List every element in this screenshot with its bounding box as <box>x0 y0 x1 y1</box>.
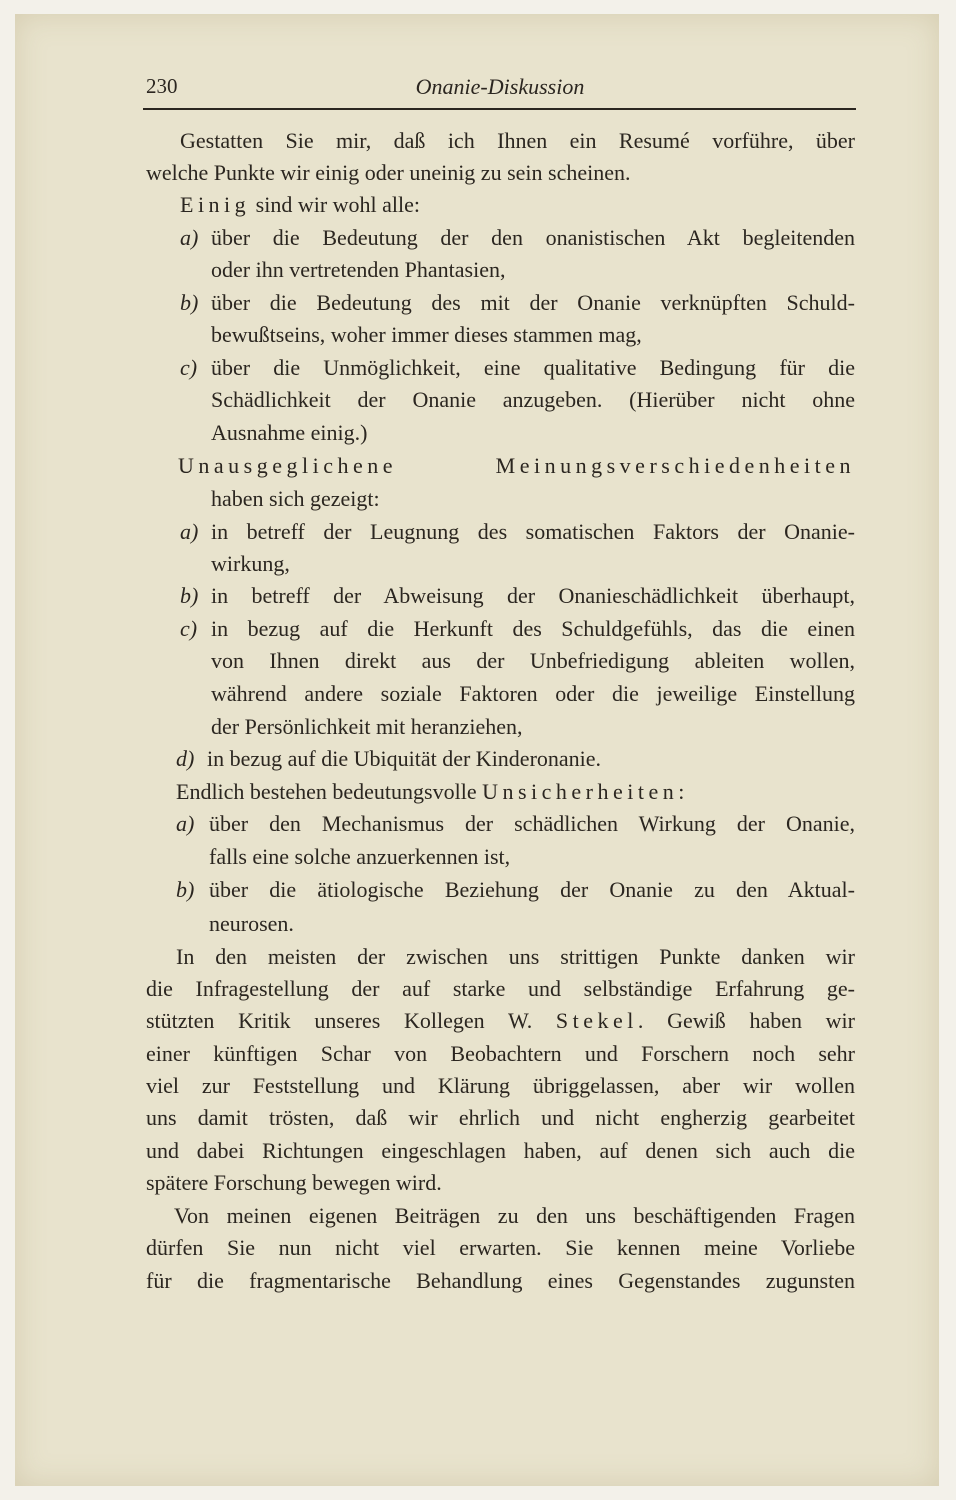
list-label: a) <box>176 811 195 836</box>
text-line <box>180 126 855 156</box>
text-segment: über die Bedeutung des mit der Onanie verknüpften Schuld- <box>211 290 855 315</box>
text-line <box>211 385 855 415</box>
text-segment: über die Unmöglichkeit, eine qualitative Bedingung für die <box>211 355 855 380</box>
text-segment: über den Mechanismus der schädlichen Wirkung der Onanie, <box>209 811 855 836</box>
text-line <box>146 1233 855 1263</box>
text-line <box>211 418 367 448</box>
text-line <box>211 288 855 318</box>
text-segment: In den meisten der zwischen uns strittigen Punkte danken wir <box>176 944 855 969</box>
text-segment: in bezug auf die Herkunft des Schuldgefühls, das die einen <box>211 616 855 641</box>
text-segment: von Ihnen direkt aus der Unbefriedigung ableiten wollen, <box>211 648 855 673</box>
text-line <box>211 549 290 579</box>
text-segment: für die fragmentarische Behandlung eines Gegenstandes zugunsten <box>146 1268 855 1293</box>
text-line <box>146 1039 855 1069</box>
text-segment: Von meinen eigenen Beiträgen zu den uns beschäftigenden Fragen <box>174 1203 855 1228</box>
text-segment: die Infragestellung der auf starke und selbständige Erfahrung ge- <box>146 976 855 1001</box>
text-segment: dürfen Sie nun nicht viel erwarten. Sie kennen meine Vorliebe <box>146 1235 855 1260</box>
text-line <box>211 581 855 611</box>
page-number: 230 <box>146 74 178 98</box>
list-label: c) <box>180 616 198 641</box>
running-title: Onanie-Diskussion <box>415 74 585 99</box>
text-line <box>211 353 855 383</box>
text-line <box>176 777 684 807</box>
text-segment: spätere Forschung bewegen wird. <box>146 1170 442 1195</box>
text-line <box>209 809 855 839</box>
text-segment: über die ätiologische Beziehung der Onanie zu den Aktual- <box>209 877 855 902</box>
text-segment: haben sich gezeigt: <box>211 486 380 511</box>
text-segment: der Persönlichkeit mit heranziehen, <box>211 714 523 739</box>
text-segment: neurosen. <box>209 911 294 936</box>
emphasized-text: Unausgeglichene Meinungsverschiedenheiten <box>178 453 855 478</box>
list-label: d) <box>176 746 195 771</box>
emphasized-text: Einig <box>180 192 251 217</box>
text-line <box>207 744 601 774</box>
text-segment: Endlich bestehen bedeutungsvolle <box>176 779 483 804</box>
text-segment: und dabei Richtungen eingeschlagen haben, auf denen sich auch die <box>146 1138 855 1163</box>
text-segment: . Gewiß haben wir <box>637 1008 855 1033</box>
list-label: c) <box>180 355 198 380</box>
text-segment: über die Bedeutung der den onanistischen Akt begleitenden <box>211 225 855 250</box>
text-line <box>146 1136 855 1166</box>
text-segment: wirkung, <box>211 551 290 576</box>
text-line <box>146 1266 855 1296</box>
text-segment: oder ihn vertretenden Phantasien, <box>211 257 506 282</box>
emphasized-text: Unsicherheiten <box>482 779 679 804</box>
text-line <box>146 1006 855 1036</box>
text-segment: welche Punkte wir einig oder uneinig zu sein scheinen. <box>146 160 631 185</box>
text-line <box>211 223 855 253</box>
text-segment: Schädlichkeit der Onanie anzugeben. (Hierüber nicht ohne <box>211 387 855 412</box>
text-line <box>174 1201 855 1231</box>
text-line <box>178 451 855 481</box>
text-segment: stützten Kritik unseres Kollegen W. <box>146 1008 556 1033</box>
text-line <box>211 255 505 285</box>
text-segment: : <box>678 779 685 804</box>
text-segment: in betreff der Leugnung des somatischen Faktors der Onanie- <box>211 519 855 544</box>
text-line <box>146 1168 442 1198</box>
text-line <box>211 712 523 742</box>
text-line <box>211 320 642 350</box>
text-line <box>211 614 855 644</box>
text-segment: viel zur Feststellung und Klärung übriggelassen, aber wir wollen <box>146 1073 855 1098</box>
text-line <box>211 517 855 547</box>
text-line <box>146 1071 855 1101</box>
list-label: a) <box>180 519 199 544</box>
text-segment: sind wir wohl alle: <box>250 192 421 217</box>
text-line <box>146 974 855 1004</box>
text-line <box>211 679 855 709</box>
text-line <box>209 875 855 905</box>
list-label: b) <box>180 583 199 608</box>
emphasized-text: Stekel <box>555 1008 638 1033</box>
text-line <box>146 158 630 188</box>
text-line <box>180 190 420 220</box>
text-segment: uns damit trösten, daß wir ehrlich und nicht engherzig gearbeitet <box>146 1105 855 1130</box>
text-line <box>211 484 380 514</box>
text-line <box>209 909 294 939</box>
text-segment: in bezug auf die Ubiquität der Kinderonanie. <box>207 746 602 771</box>
text-segment: bewußtseins, woher immer dieses stammen mag, <box>211 322 642 347</box>
text-segment: Ausnahme einig.) <box>211 420 368 445</box>
text-line <box>211 646 855 676</box>
list-label: a) <box>180 225 199 250</box>
text-segment: falls eine solche anzuerkennen ist, <box>209 844 511 869</box>
header-rule <box>143 108 856 110</box>
text-segment: während andere soziale Faktoren oder die jeweilige Einstellung <box>211 681 855 706</box>
text-line <box>146 1103 855 1133</box>
text-segment: einer künftigen Schar von Beobachtern und Forschern noch sehr <box>146 1041 855 1066</box>
list-label: b) <box>176 877 195 902</box>
list-label: b) <box>180 290 199 315</box>
text-line <box>209 842 510 872</box>
text-line <box>176 942 855 972</box>
text-segment: in betreff der Abweisung der Onanieschädlichkeit überhaupt, <box>211 583 855 608</box>
text-segment: Gestatten Sie mir, daß ich Ihnen ein Resumé vorführe, über <box>180 128 855 153</box>
